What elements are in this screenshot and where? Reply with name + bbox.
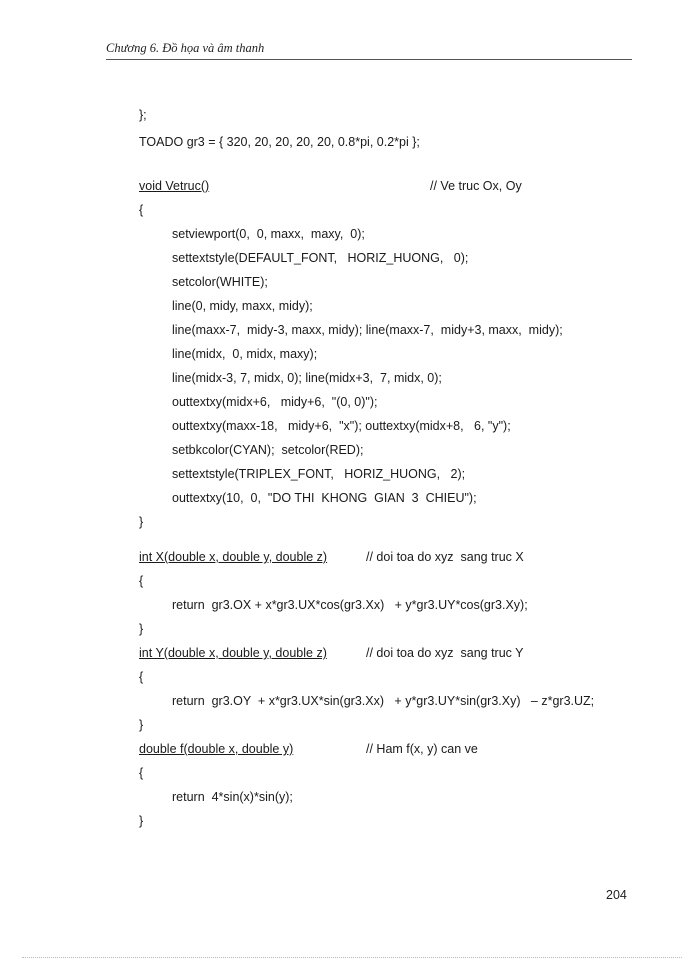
code-line: { — [139, 670, 144, 684]
code-line: outtextxy(midx+6, midy+6, "(0, 0)"); — [172, 395, 378, 409]
code-line: line(maxx-7, midy-3, maxx, midy); line(maxx-7, midy+3, maxx, midy); — [172, 323, 563, 337]
code-line: } — [139, 814, 144, 828]
code-line: setcolor(WHITE); — [172, 275, 268, 289]
code-line: return 4*sin(x)*sin(y); — [172, 790, 293, 804]
code-line: { — [139, 203, 144, 217]
chapter-header: Chương 6. Đồ họa và âm thanh — [106, 41, 265, 55]
page-bottom-border — [22, 957, 682, 958]
code-line: }; — [139, 108, 147, 122]
code-line: { — [139, 766, 144, 780]
code-line: line(midx, 0, midx, maxy); — [172, 347, 318, 361]
code-line: { — [139, 574, 144, 588]
code-comment: // doi toa do xyz sang truc Y — [366, 646, 524, 660]
function-signature-x: int X(double x, double y, double z) — [139, 550, 328, 564]
code-line: settextstyle(TRIPLEX_FONT, HORIZ_HUONG, 2); — [172, 467, 466, 481]
page-number: 204 — [606, 888, 627, 902]
code-line: outtextxy(maxx-18, midy+6, "x"); outtextxy(midx+8, 6, "y"); — [172, 419, 511, 433]
code-comment: // Ve truc Ox, Oy — [430, 179, 522, 193]
code-comment: // Ham f(x, y) can ve — [366, 742, 478, 756]
function-signature-y: int Y(double x, double y, double z) — [139, 646, 327, 660]
code-line: return gr3.OX + x*gr3.UX*cos(gr3.Xx) + y*gr3.UY*cos(gr3.Xy); — [172, 598, 528, 612]
code-line: return gr3.OY + x*gr3.UX*sin(gr3.Xx) + y*gr3.UY*sin(gr3.Xy) – z*gr3.UZ; — [172, 694, 595, 708]
code-line: } — [139, 622, 144, 636]
code-line: TOADO gr3 = { 320, 20, 20, 20, 20, 0.8*pi, 0.2*pi }; — [139, 135, 420, 149]
code-line: setviewport(0, 0, maxx, maxy, 0); — [172, 227, 365, 241]
code-line: } — [139, 515, 144, 529]
code-line: line(0, midy, maxx, midy); — [172, 299, 313, 313]
function-signature-vetruc: void Vetruc() — [139, 179, 210, 193]
function-signature-f: double f(double x, double y) — [139, 742, 294, 756]
code-line: settextstyle(DEFAULT_FONT, HORIZ_HUONG, 0); — [172, 251, 469, 265]
code-line: line(midx-3, 7, midx, 0); line(midx+3, 7, midx, 0); — [172, 371, 442, 385]
code-line: setbkcolor(CYAN); setcolor(RED); — [172, 443, 364, 457]
code-comment: // doi toa do xyz sang truc X — [366, 550, 524, 564]
code-line: } — [139, 718, 144, 732]
code-line: outtextxy(10, 0, "DO THI KHONG GIAN 3 CHIEU"); — [172, 491, 477, 505]
header-rule — [106, 59, 632, 60]
